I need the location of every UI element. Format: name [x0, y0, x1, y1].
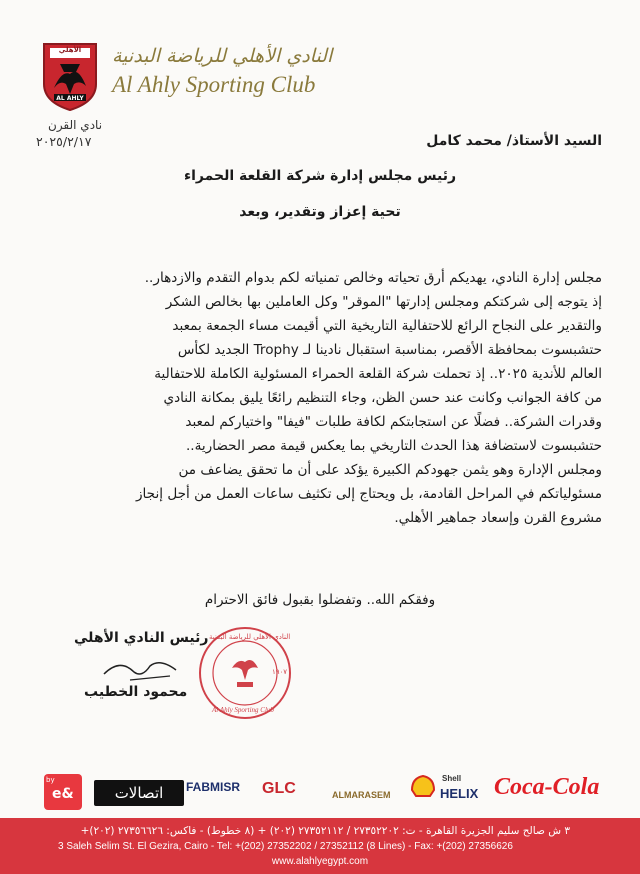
almarasem-logo: ALMARASEM: [332, 790, 391, 800]
cocacola-logo: Coca-Cola: [494, 774, 600, 800]
glc-logo: GLC: [262, 780, 296, 797]
body-line: ومجلس الإدارة وهو يثمن جهودكم الكبيرة يؤكد على أن ما تحقق يضاعف من: [178, 462, 602, 478]
recipient: السيد الأستاذ/ محمد كامل: [426, 133, 602, 149]
body-line: مشروع القرن وإسعاد جماهير الأهلي.: [394, 510, 602, 526]
footer-website: www.alahlyegypt.com: [271, 856, 369, 867]
body-line: إذ يتوجه إلى شركتكم ومجلس إدارتها "الموقر" وكل العاملين بها بخالص الشكر: [165, 294, 602, 310]
body-line: وقدرات الشركة.. فضلًا عن استجابتكم لكافة طلبات "فيفا" واختياركم لمعبد: [185, 414, 602, 430]
recipient-title: رئيس مجلس إدارة شركة القلعة الحمراء: [183, 168, 457, 184]
stamp-text-arabic: النادي الأهلي للرياضة البدنية: [209, 633, 291, 641]
body-line: مجلس إدارة النادي، يهديكم أرق تحياته وخالص تمنياته لكم بدوام التقدم والازدهار..: [144, 270, 602, 286]
letter-date: ٢٠٢٥/٢/١٧: [36, 134, 92, 149]
greeting: تحية إعزاز وتقدير، وبعد: [239, 204, 401, 220]
sponsors-strip: [0, 770, 640, 818]
signature-scribble: [100, 654, 180, 684]
body-line: العالم للأندية ٢٠٢٥.. إذ تحملت شركة القلعة الحمراء المسئولية الكاملة للاحتفالية: [154, 366, 602, 382]
body-line: مسئولياتكم في المراحل القادمة، بل ويحتاج إلى تكثيف ساعات العمل من أجل إنجاز: [135, 486, 602, 502]
etisalat-wordmark: اتصالات: [94, 780, 184, 806]
body-line: والتقدير على النجاح الرائع للاحتفالية التاريخية التي أقيمت مساء الجمعة بمعبد: [172, 318, 602, 334]
stamp-year: ١٩٠٧: [272, 668, 288, 676]
shell-label: Shell: [442, 774, 462, 783]
etisalat-logo-text: e&: [52, 786, 74, 802]
footer-address-arabic: ٣ ش صالح سليم الجزيرة القاهرة - ت: ٢٧٣٥٢٢٠٢ / ٢٧٣٥٢١١٢ (٢٠٢) + (٨ خطوط) - فاكس: ٢٧٣٥٦٦٢٦ (٢٠٢)+: [80, 825, 570, 837]
body-line: من كافة الجوانب وكانت عند حسن الظن، وجاء التنظيم رائعًا يليق بمكانة النادي: [163, 390, 602, 406]
club-name-english: Al Ahly Sporting Club: [112, 72, 316, 97]
logo-badge-text: AL AHLY: [56, 95, 84, 102]
shell-logo-icon: [410, 774, 436, 798]
closing: وفقكم الله.. وتفضلوا بقبول فائق الاحترام: [204, 592, 436, 608]
club-of-century-label: نادي القرن: [48, 118, 103, 132]
stamp-text-english: Al Ahly Sporting Club: [212, 706, 274, 714]
footer: [0, 818, 640, 874]
footer-address-english: 3 Saleh Selim St. El Gezira, Cairo - Tel: +(202) 27352202 / 27352112 (8 Lines) - Fax: +(202) 27356626: [58, 841, 513, 852]
signer-name: محمود الخطيب: [84, 684, 188, 700]
etisalat-by-label: by: [46, 776, 55, 784]
body-line: حتشبسوت لاستضافة هذا الحدث التاريخي بما يعكس قيمة مصر الحضارية..: [185, 438, 602, 454]
signer-title: رئيس النادي الأهلي: [74, 630, 209, 646]
helix-logo: HELIX: [440, 786, 479, 801]
body-line: حتشبسوت بمحافظة الأقصر، بمناسبة استقبال نادينا لـ Trophy الجديد لكأس: [177, 342, 602, 358]
fabmisr-logo: FABMISR: [186, 780, 240, 794]
club-name-arabic: النادي الأهلي للرياضة البدنية: [112, 45, 333, 67]
logo-arabic-mark: الأهلي: [58, 46, 82, 54]
